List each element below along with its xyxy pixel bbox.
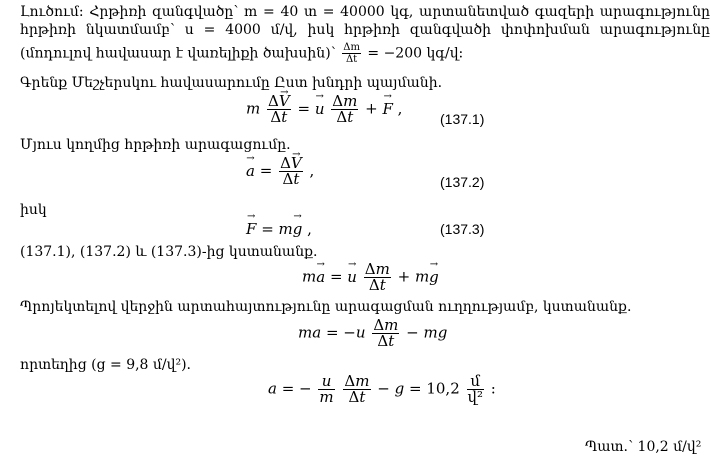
- equation-137-1: m $\frac{\Delta\to V}{\Delta t}$ = → u $\frac{\Delta m}{\Delta t}$ + → F ,: [246, 94, 402, 125]
- projection-text: Պրոյեկտելով վերջին արտահայտությունը արագացման ուղղությամբ, կստանանք.: [20, 299, 632, 315]
- answer: Պատ.՝ 10,2 մ/վ²: [585, 439, 702, 455]
- projected-equation: ma = −u $\frac{\Delta m}{\Delta t}$ − mg: [298, 316, 448, 350]
- intro-line-3: [20, 42, 463, 65]
- intro-line-3-prefix: (մոդուլով հավասար է վառելիքի ծախսին)՝: [20, 45, 336, 62]
- intro-line-3-suffix: = −200 կգ/վ:: [367, 45, 464, 62]
- result-value: = 10,2: [409, 379, 460, 398]
- mass-rate-fraction: [342, 42, 361, 65]
- result-unit-denominator: վ²: [467, 388, 483, 406]
- final-equation: a = − $\frac{u}{m}$ $\frac{\Delta m}{\Delta t}$ − g = 10,2 $\frac{\text{մ}}{\text{վ²}}$ :: [268, 372, 496, 406]
- combined-equation: m→ a = → u $\frac{\Delta m}{\Delta t}$ + m→ g: [302, 262, 439, 293]
- result-end: :: [490, 379, 496, 398]
- isk-text: իսկ: [20, 202, 47, 218]
- whence-text: որտեղից (g = 9,8 մ/վ²).: [20, 357, 191, 373]
- mass-rate-denominator: Δt: [342, 53, 361, 65]
- equation-number-137-1: (137.1): [440, 111, 485, 127]
- equation-137-3: → F = m→ g ,: [246, 220, 312, 238]
- acceleration-text: Մյուս կողմից հրթիռի արագացումը.: [20, 137, 291, 153]
- from-text: (137.1), (137.2) և (137.3)-ից կստանանք.: [20, 244, 318, 260]
- equation-number-137-3: (137.3): [440, 221, 485, 237]
- intro-line-2: հրթիռի նկատմամբ՝ u = 4000 մ/վ, իսկ հրթիռի զանգվածի փոփոխման արագությունը: [20, 22, 710, 38]
- result-unit: [467, 374, 484, 405]
- equation-137-2: → a = $\frac{\Delta\to V}{\Delta t}$ ,: [246, 156, 314, 187]
- result-unit-numerator: մ: [470, 372, 481, 390]
- mass-rate-numerator: Δm: [343, 42, 360, 53]
- intro-line-1: Լուծում: Հրթիռի զանգվածը՝ m = 40 տ = 40000 կգ, արտանետված գազերի արագությունը: [20, 4, 710, 20]
- equation-number-137-2: (137.2): [440, 174, 485, 190]
- meshchersky-text: Գրենք Մեշչերսկու հավասարումը Ըստ խնդրի պայմանի.: [20, 75, 443, 91]
